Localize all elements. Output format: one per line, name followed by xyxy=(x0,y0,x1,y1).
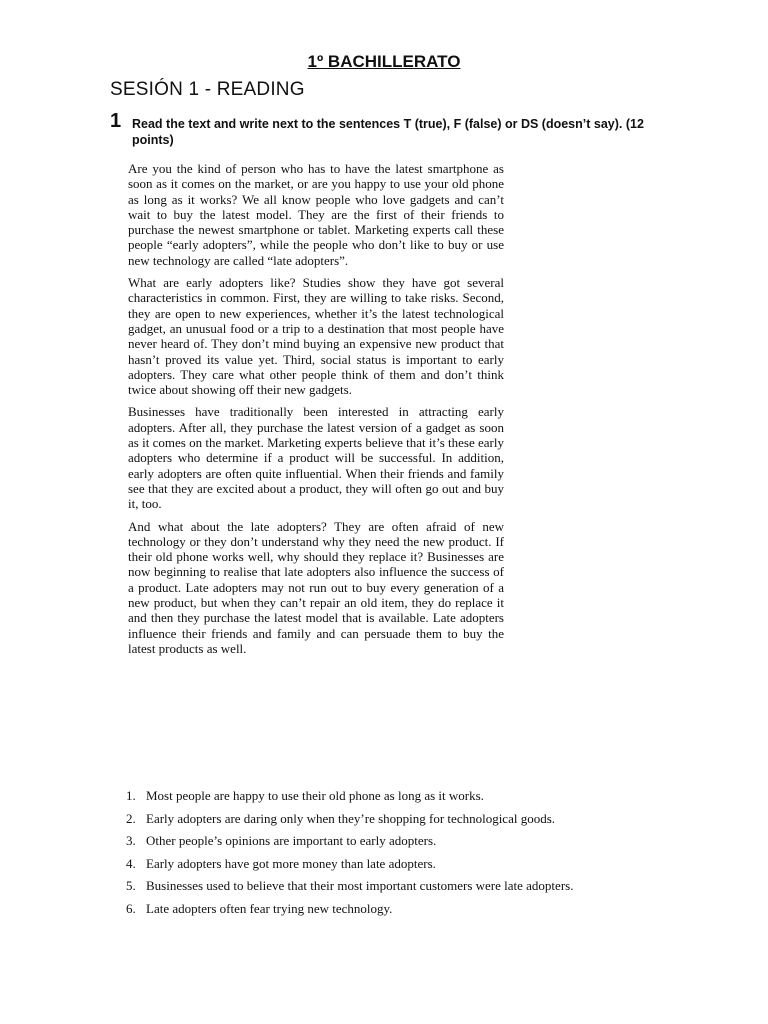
page-title: 1º BACHILLERATO xyxy=(307,52,461,71)
question-text: Early adopters have got more money than late adopters. xyxy=(146,855,436,871)
question-text: Late adopters often fear trying new technology. xyxy=(146,900,393,916)
passage-paragraph-3: Businesses have traditionally been interested in attracting early adopters. After all, they purchase the latest version of a gadget as soon as it comes on the market. Marketing experts believe that it’s these early adopters who determine if a product will be successful. In addition, early adopters are often quite influential. When their friends and family see that they are excited about a product, they will often go out and buy it, too. xyxy=(128,404,504,512)
question-number: 5. xyxy=(126,878,136,894)
question-number: 1. xyxy=(126,788,136,803)
session-heading: SESIÓN 1 - READING xyxy=(110,79,305,100)
question-item xyxy=(126,878,686,901)
exercise-instruction: Read the text and write next to the sentences T (true), F (false) or DS (doesn’t say). (12 points) xyxy=(132,117,644,147)
question-text: Early adopters are daring only when they’re shopping for technological goods. xyxy=(146,810,556,826)
question-list xyxy=(126,788,686,924)
question-text: Other people’s opinions are important to early adopters. xyxy=(146,833,437,849)
question-number: 2. xyxy=(126,810,136,826)
question-item xyxy=(126,856,686,879)
question-item xyxy=(126,811,686,834)
passage-paragraph-4: And what about the late adopters? They are often afraid of new technology or they don’t understand why they need the new product. If their old phone works well, why should they replace it? Businesses are now beginning to realise that late adopters also influence the success of a product. Late adopters may not run out to buy every generation of a new product, but when they can’t repair an old item, they do replace it and then they purchase the latest model that is available. Late adopters influence their friends and family and can persuade them to buy the latest products as well. xyxy=(128,518,504,656)
question-item xyxy=(126,833,686,856)
question-item xyxy=(126,788,686,811)
passage-paragraph-2: What are early adopters like? Studies show they have got several characteristics in common. First, they are willing to take risks. Second, they are open to new experiences, whether it’s the latest technological gadget, an unusual food or a trip to a destination that most people have never heard of. They don’t mind buying an expensive new product that hasn’t proved its value yet. Third, social status is important to early adopters. They care what other people think of them and don’t think twice about showing off their new gadgets. xyxy=(128,275,504,398)
question-number: 6. xyxy=(126,900,136,916)
question-text: Most people are happy to use their old phone as long as it works. xyxy=(146,788,484,803)
question-number: 3. xyxy=(126,833,136,849)
question-number: 4. xyxy=(126,855,136,871)
passage-paragraph-1: Are you the kind of person who has to have the latest smartphone as soon as it comes on the market, or are you happy to use your old phone as long as it works? We all know people who love gadgets and can’t wait to buy the latest model. They are the first of their friends to purchase the newest smartphone or tablet. Marketing experts call these people “early adopters”, while the people who don’t like to buy or use new technology are called “late adopters”. xyxy=(128,161,504,268)
question-item xyxy=(126,901,686,924)
exercise-number: 1 xyxy=(110,110,122,132)
question-text: Businesses used to believe that their most important customers were late adopters. xyxy=(146,878,574,894)
reading-passage xyxy=(128,161,504,663)
